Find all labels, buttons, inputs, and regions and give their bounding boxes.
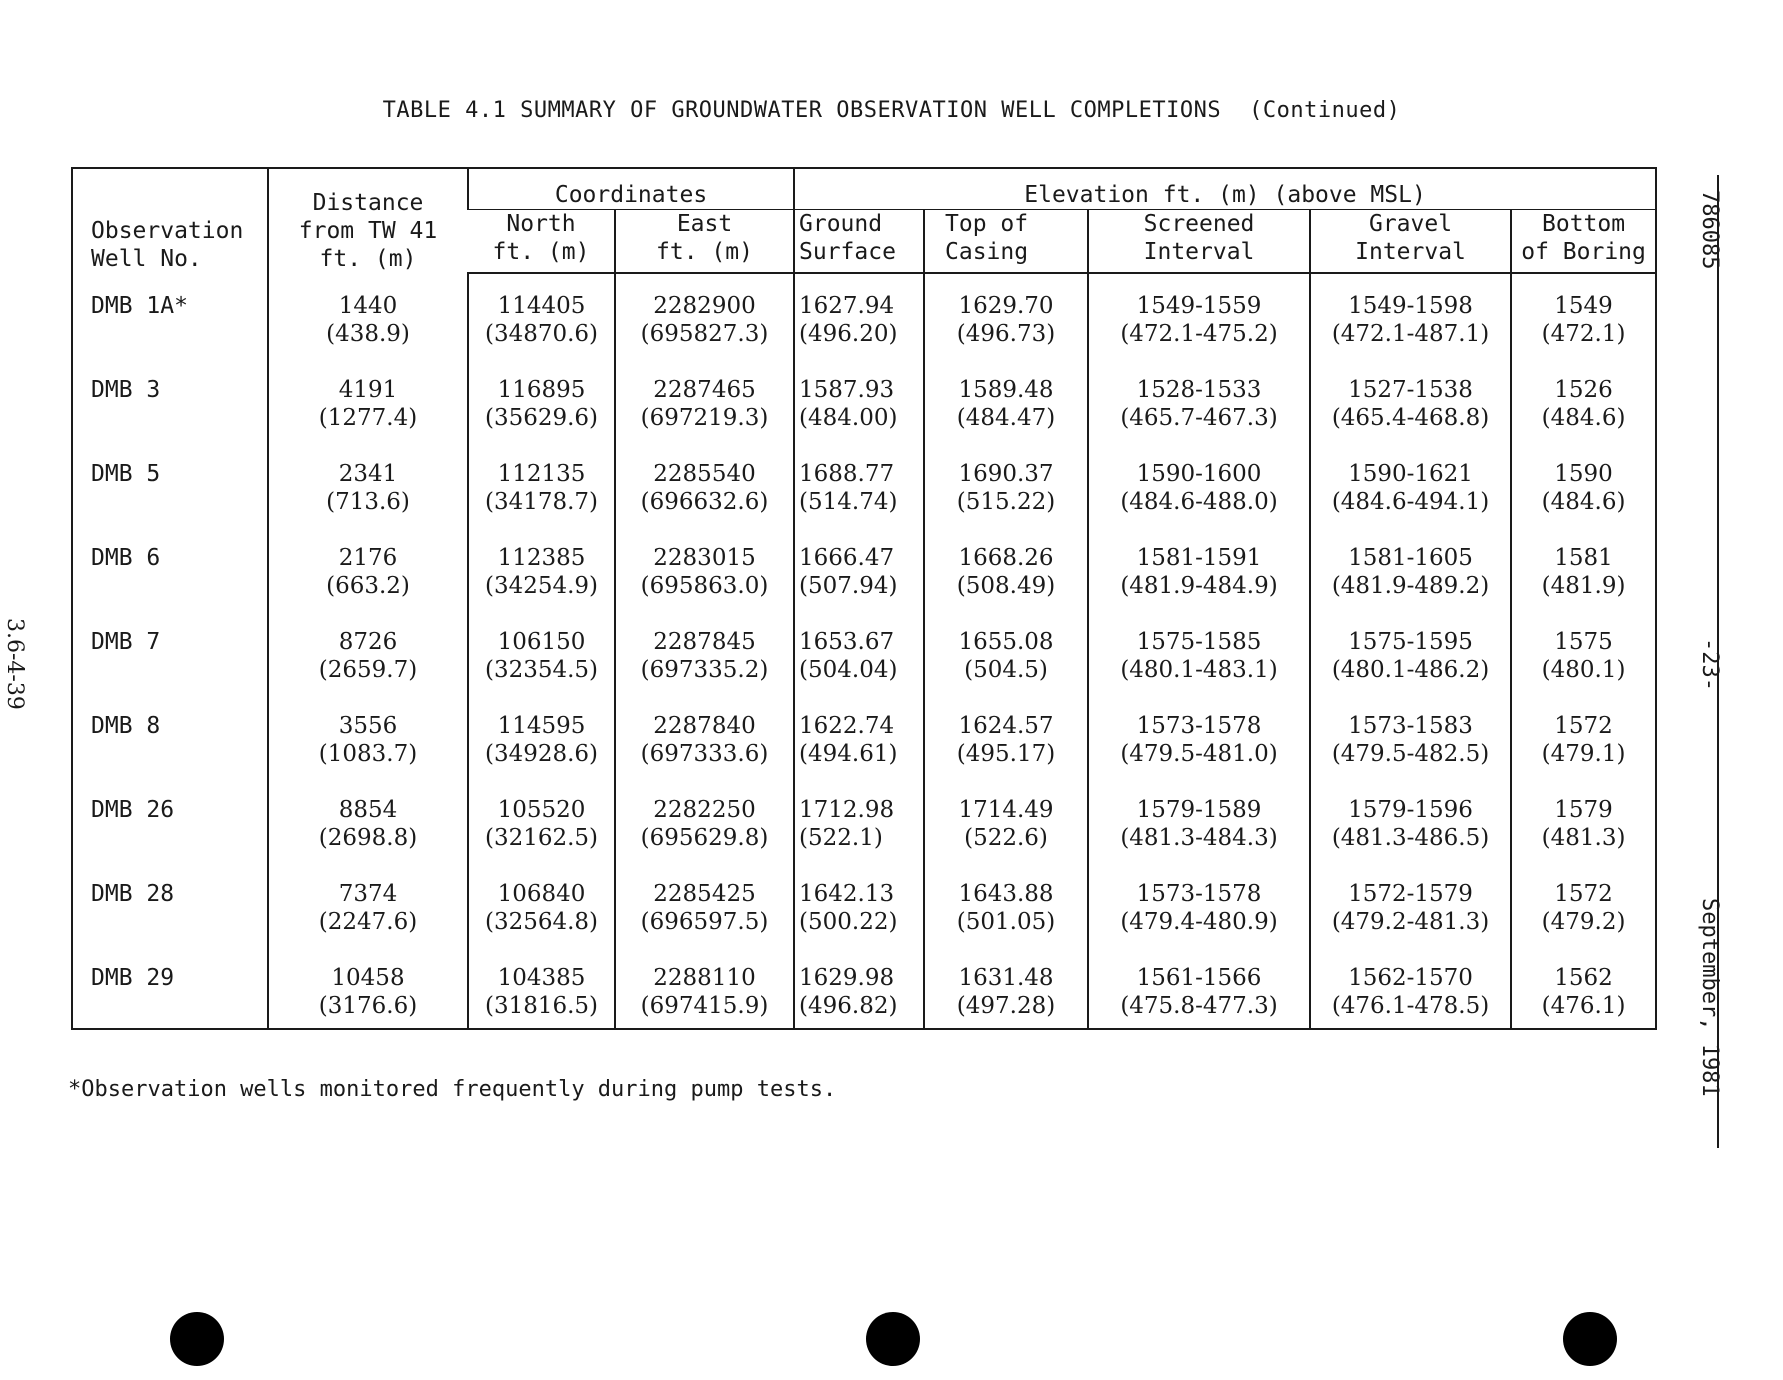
east-cell: 2282250 (695629.8) (615, 796, 794, 880)
bottom-of-boring-cell: 1526 (484.6) (1511, 376, 1656, 460)
east-cell: 2285425 (696597.5) (615, 880, 794, 964)
bottom-of-boring-cell: 1572 (479.2) (1511, 880, 1656, 964)
side-reference: 3.6-4-39 (2, 618, 27, 710)
bottom-of-boring-cell: 1572 (479.1) (1511, 712, 1656, 796)
table-row (72, 712, 1656, 796)
footnote: *Observation wells monitored frequently during pump tests. (68, 1077, 837, 1102)
gravel-interval-cell: 1562-1570 (476.1-478.5) (1310, 964, 1511, 1029)
bottom-of-boring-cell: 1581 (481.9) (1511, 544, 1656, 628)
well-id-cell: DMB 29 (91, 965, 175, 991)
punch-hole (1563, 1312, 1617, 1366)
distance-cell: 10458 (3176.6) (268, 964, 468, 1029)
bottom-of-boring-cell: 1549 (472.1) (1511, 292, 1656, 376)
east-cell: 2282900 (695827.3) (615, 292, 794, 376)
header-distance: Distance from TW 41 ft. (m) (268, 168, 468, 273)
screened-interval-cell: 1561-1566 (475.8-477.3) (1088, 964, 1310, 1029)
east-cell: 2287840 (697333.6) (615, 712, 794, 796)
well-id-cell: DMB 28 (91, 881, 175, 907)
top-of-casing-cell: 1629.70 (496.73) (924, 292, 1088, 376)
east-cell: 2287845 (697335.2) (615, 628, 794, 712)
gravel-interval-cell: 1527-1538 (465.4-468.8) (1310, 376, 1511, 460)
distance-cell: 4191 (1277.4) (268, 376, 468, 460)
document-date: September, 1981 (1697, 898, 1722, 1097)
header-east: East ft. (m) (615, 210, 794, 274)
well-id-cell: DMB 3 (91, 377, 161, 403)
gravel-interval-cell: 1573-1583 (479.5-482.5) (1310, 712, 1511, 796)
top-of-casing-cell: 1655.08 (504.5) (924, 628, 1088, 712)
north-cell: 116895 (35629.6) (468, 376, 615, 460)
ground-surface-cell: 1653.67 (504.04) (794, 628, 924, 712)
ground-surface-cell: 1688.77 (514.74) (794, 460, 924, 544)
east-cell: 2283015 (695863.0) (615, 544, 794, 628)
distance-cell: 1440 (438.9) (268, 292, 468, 376)
well-id-cell: DMB 26 (91, 797, 175, 823)
screened-interval-cell: 1590-1600 (484.6-488.0) (1088, 460, 1310, 544)
ground-surface-cell: 1622.74 (494.61) (794, 712, 924, 796)
distance-cell: 7374 (2247.6) (268, 880, 468, 964)
distance-cell: 2176 (663.2) (268, 544, 468, 628)
top-of-casing-cell: 1631.48 (497.28) (924, 964, 1088, 1029)
east-cell: 2288110 (697415.9) (615, 964, 794, 1029)
table-row (72, 544, 1656, 628)
table-row (72, 460, 1656, 544)
well-id-cell: DMB 8 (91, 713, 161, 739)
header-north: North ft. (m) (468, 210, 615, 274)
north-cell: 105520 (32162.5) (468, 796, 615, 880)
gravel-interval-cell: 1549-1598 (472.1-487.1) (1310, 292, 1511, 376)
gravel-interval-cell: 1581-1605 (481.9-489.2) (1310, 544, 1511, 628)
header-coordinates: Coordinates (468, 168, 794, 210)
north-cell: 104385 (31816.5) (468, 964, 615, 1029)
screened-interval-cell: 1581-1591 (481.9-484.9) (1088, 544, 1310, 628)
distance-cell: 8726 (2659.7) (268, 628, 468, 712)
top-of-casing-cell: 1714.49 (522.6) (924, 796, 1088, 880)
top-of-casing-cell: 1690.37 (515.22) (924, 460, 1088, 544)
screened-interval-cell: 1549-1559 (472.1-475.2) (1088, 292, 1310, 376)
north-cell: 106150 (32354.5) (468, 628, 615, 712)
doc-number: 786085 (1697, 190, 1722, 270)
header-elevation: Elevation ft. (m) (above MSL) (794, 168, 1656, 210)
title-continued: (Continued) (1249, 98, 1401, 123)
distance-cell: 3556 (1083.7) (268, 712, 468, 796)
title-main: TABLE 4.1 SUMMARY OF GROUNDWATER OBSERVATION WELL COMPLETIONS (382, 98, 1222, 123)
gravel-interval-cell: 1575-1595 (480.1-486.2) (1310, 628, 1511, 712)
screened-interval-cell: 1528-1533 (465.7-467.3) (1088, 376, 1310, 460)
north-cell: 112385 (34254.9) (468, 544, 615, 628)
distance-cell: 2341 (713.6) (268, 460, 468, 544)
header-screened-interval: Screened Interval (1088, 210, 1310, 274)
table-row (72, 796, 1656, 880)
bottom-of-boring-cell: 1590 (484.6) (1511, 460, 1656, 544)
gravel-interval-cell: 1590-1621 (484.6-494.1) (1310, 460, 1511, 544)
punch-hole (170, 1312, 224, 1366)
ground-surface-cell: 1629.98 (496.82) (794, 964, 924, 1029)
ground-surface-cell: 1587.93 (484.00) (794, 376, 924, 460)
north-cell: 114595 (34928.6) (468, 712, 615, 796)
east-cell: 2287465 (697219.3) (615, 376, 794, 460)
page-number: -23- (1697, 638, 1722, 691)
screened-interval-cell: 1575-1585 (480.1-483.1) (1088, 628, 1310, 712)
north-cell: 112135 (34178.7) (468, 460, 615, 544)
header-gravel-interval: Gravel Interval (1310, 210, 1511, 274)
bottom-of-boring-cell: 1562 (476.1) (1511, 964, 1656, 1029)
table-row (72, 628, 1656, 712)
bottom-of-boring-cell: 1575 (480.1) (1511, 628, 1656, 712)
screened-interval-cell: 1579-1589 (481.3-484.3) (1088, 796, 1310, 880)
north-cell: 106840 (32564.8) (468, 880, 615, 964)
east-cell: 2285540 (696632.6) (615, 460, 794, 544)
header-bottom-of-boring: Bottom of Boring (1511, 210, 1656, 274)
header-top-of-casing: Top of Casing (924, 210, 1088, 274)
ground-surface-cell: 1712.98 (522.1) (794, 796, 924, 880)
header-observation-well: Observation Well No. (91, 218, 244, 272)
ground-surface-cell: 1627.94 (496.20) (794, 292, 924, 376)
punch-hole (866, 1312, 920, 1366)
table-title (0, 98, 1783, 123)
north-cell: 114405 (34870.6) (468, 292, 615, 376)
header-ground-surface: Ground Surface (794, 210, 924, 274)
well-id-cell: DMB 1A* (91, 293, 188, 319)
distance-cell: 8854 (2698.8) (268, 796, 468, 880)
ground-surface-cell: 1666.47 (507.94) (794, 544, 924, 628)
well-id-cell: DMB 6 (91, 545, 161, 571)
top-of-casing-cell: 1668.26 (508.49) (924, 544, 1088, 628)
screened-interval-cell: 1573-1578 (479.4-480.9) (1088, 880, 1310, 964)
top-of-casing-cell: 1643.88 (501.05) (924, 880, 1088, 964)
bottom-of-boring-cell: 1579 (481.3) (1511, 796, 1656, 880)
table-row (72, 376, 1656, 460)
table-row (72, 292, 1656, 376)
table-row (72, 964, 1656, 1029)
gravel-interval-cell: 1579-1596 (481.3-486.5) (1310, 796, 1511, 880)
well-id-cell: DMB 5 (91, 461, 161, 487)
ground-surface-cell: 1642.13 (500.22) (794, 880, 924, 964)
gravel-interval-cell: 1572-1579 (479.2-481.3) (1310, 880, 1511, 964)
well-completions-table (71, 167, 1657, 1030)
top-of-casing-cell: 1589.48 (484.47) (924, 376, 1088, 460)
screened-interval-cell: 1573-1578 (479.5-481.0) (1088, 712, 1310, 796)
top-of-casing-cell: 1624.57 (495.17) (924, 712, 1088, 796)
table-row (72, 880, 1656, 964)
well-id-cell: DMB 7 (91, 629, 161, 655)
